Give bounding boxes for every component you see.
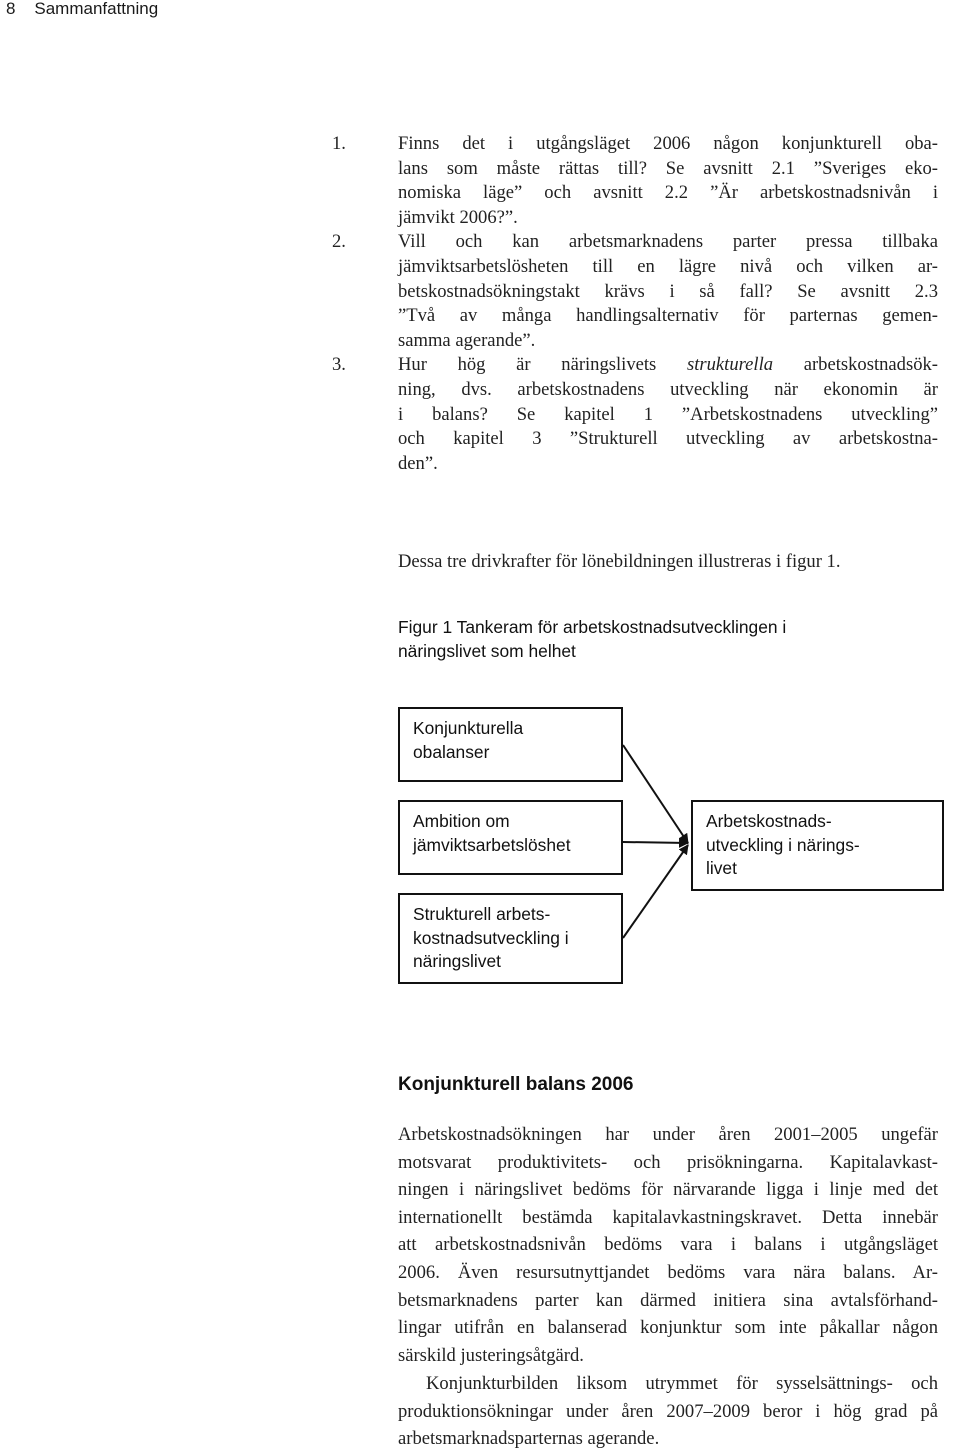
box-line: Konjunkturella (413, 718, 524, 738)
text-line: 2006. Även resursutnyttjandet bedöms vara nära balans. Ar- (398, 1261, 938, 1283)
text-fragment: arbetskostnadsök- (773, 354, 938, 376)
text-line: särskild justeringsåtgärd. (398, 1344, 584, 1366)
text-line: i balans? Se kapitel 1 ”Arbetskostnadens utveckling” (398, 403, 938, 425)
text-line: ningen i näringslivet bedöms för närvarande ligga i linje med det (398, 1179, 938, 1201)
text-line: betsmarknadens parter kan därmed initiera sina avtalsförhand- (398, 1289, 938, 1311)
text-line: ”Två av många handlingsalternativ för parternas gemen- (398, 305, 938, 327)
box-line: Ambition om (413, 811, 510, 831)
box-line: kostnadsutveckling i (413, 927, 569, 948)
text-line: produktionsökningar under åren 2007–2009 beror i hög grad på (398, 1400, 938, 1422)
text-line: nomiska läge” och avsnitt 2.2 ”Är arbetskostnadsnivån i (398, 182, 938, 204)
text-line: internationellt bestämda kapitalavkastningskravet. Detta innebär (398, 1206, 938, 1228)
text-line: att arbetskostnadsnivån bedöms vara i balans i utgångsläget (398, 1234, 938, 1256)
box-line: näringslivet (413, 951, 501, 971)
text-line: jämvikt 2006?”. (398, 206, 518, 228)
arrow-line (623, 845, 688, 938)
box-line: Arbetskostnads- (706, 811, 832, 831)
box-line: Strukturell arbets- (413, 904, 551, 924)
box-line: jämviktsarbetslöshet (413, 834, 571, 855)
text-line: Dessa tre drivkrafter för lönebildningen illustreras i figur 1. (398, 551, 841, 572)
text-fragment: Hur hög är näringslivets (398, 354, 687, 376)
text-line: jämviktsarbetslösheten till en lägre nivå och vilken ar- (398, 255, 938, 277)
section-paragraph (398, 1121, 938, 1369)
arrow-line (623, 745, 688, 843)
text-line: Finns det i utgångsläget 2006 någon konjunkturell oba- (398, 133, 938, 154)
list-item-number: 1. (332, 133, 346, 154)
text-line: samma agerande”. (398, 329, 536, 351)
text-line: den”. (398, 452, 438, 474)
emphasis-strukturella: strukturella (686, 354, 774, 376)
section-paragraph (398, 1370, 938, 1453)
text-line: Konjunkturbilden liksom utrymmet för sysselsättnings- och (426, 1373, 938, 1394)
text-line: lans som måste rättas till? Se avsnitt 2.1 ”Sveriges eko- (398, 157, 938, 179)
text-line: motsvarat produktivitets- och prisökningarna. Kapitalavkast- (398, 1151, 938, 1173)
text-line: Arbetskostnadsökningen har under åren 2001–2005 ungefär (398, 1124, 938, 1145)
text-line: och kapitel 3 ”Strukturell utveckling av arbetskostna- (398, 428, 938, 450)
box-line: utveckling i närings- (706, 834, 860, 855)
box-line: livet (706, 858, 737, 878)
list-item-number: 2. (332, 231, 346, 253)
box-line: obalanser (413, 741, 490, 762)
text-line: ning, dvs. arbetskostnadens utveckling när ekonomin är (398, 378, 938, 400)
caption-line: Figur 1 Tankeram för arbetskostnadsutvecklingen i (398, 617, 787, 637)
text-line: betskostnadsökningstakt krävs i så fall? Se avsnitt 2.3 (398, 280, 938, 302)
text-line: arbetsmarknadsparternas agerande. (398, 1428, 660, 1450)
section-title: Konjunkturell balans 2006 (398, 1074, 634, 1095)
caption-line: näringslivet som helhet (398, 641, 576, 661)
page-number: 8 (6, 0, 16, 18)
text-line: lingar utifrån en balanserad konjunktur som inte påkallar någon (398, 1317, 938, 1339)
list-item-number: 3. (332, 354, 346, 376)
chapter-title: Sammanfattning (34, 0, 159, 18)
arrow-line (623, 842, 688, 843)
text-line: Vill och kan arbetsmarknadens parter pressa tillbaka (398, 231, 938, 253)
